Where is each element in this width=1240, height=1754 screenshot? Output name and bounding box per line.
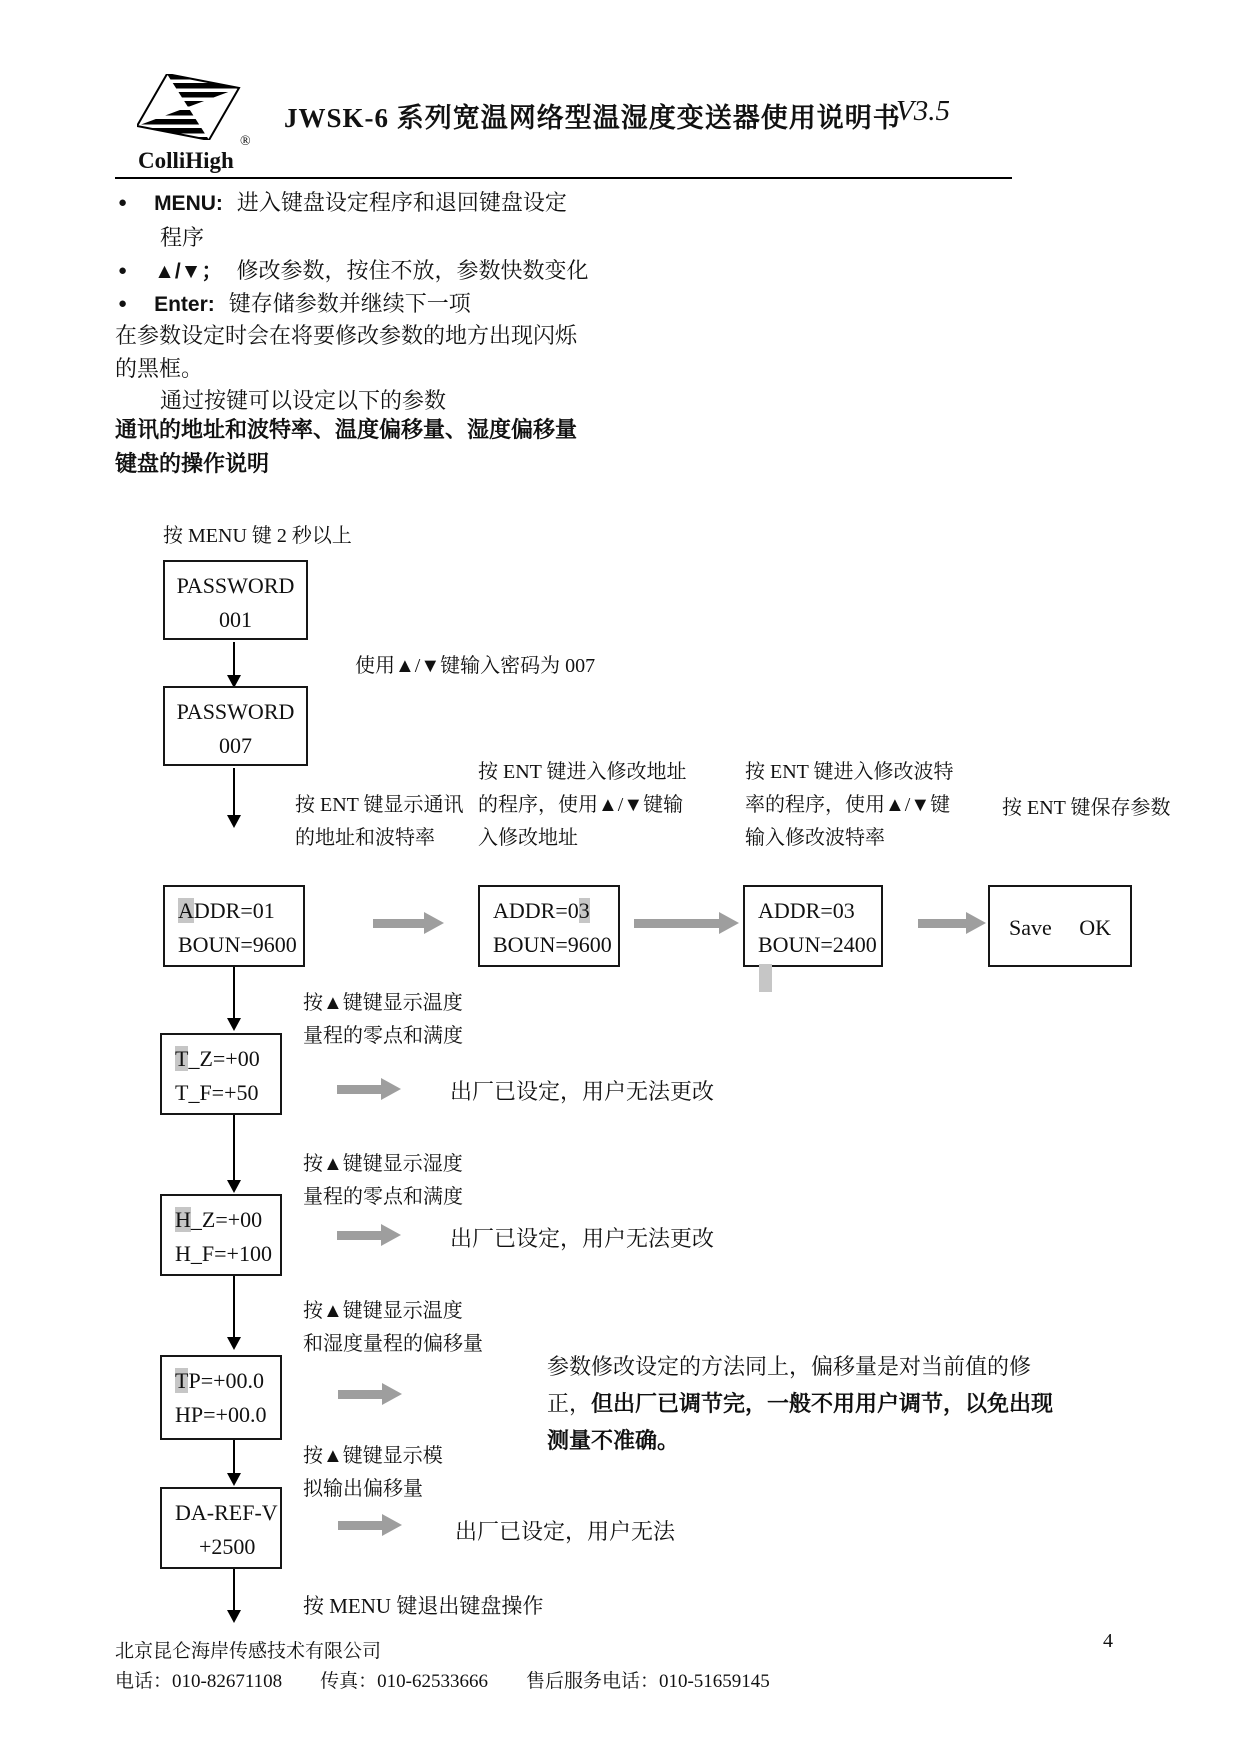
right-arrow — [337, 1085, 382, 1094]
annotation-line: 按 ENT 键进入修改地址 — [478, 761, 687, 783]
flow-box-da-ref-v — [160, 1487, 282, 1569]
blink-highlight: A — [178, 898, 194, 923]
offset-note-line: 参数修改设定的方法同上，偏移量是对当前值的修 — [547, 1354, 1032, 1379]
box-line: H_Z=+00 — [175, 1207, 263, 1232]
down-arrow — [233, 768, 235, 826]
box-line: TP=+00.0 — [175, 1368, 265, 1393]
bullet-arrows-text: 修改参数，按住不放，参数快数变化 — [236, 258, 589, 283]
box-line: DA-REF-V — [175, 1500, 278, 1525]
bullet-dot: ● — [118, 195, 128, 211]
annotation-line: 入修改地址 — [478, 827, 578, 849]
exit-label: 按 MENU 键退出键盘操作 — [303, 1594, 544, 1618]
flow-box-baud-2400 — [743, 885, 883, 967]
right-arrow — [918, 919, 967, 928]
annotation-line: 量程的零点和满度 — [303, 1186, 463, 1208]
annotation-line: 和湿度量程的偏移量 — [303, 1333, 483, 1355]
box-line: HP=+00.0 — [175, 1402, 267, 1427]
flow-box-humi-range — [160, 1194, 282, 1276]
annotation-line: 拟输出偏移量 — [303, 1478, 423, 1500]
offset-note-line: 正，但出厂已调节完，一般不用用户调节，以免出现 — [547, 1391, 1054, 1416]
body-text: 在参数设定时会在将要修改参数的地方出现闪烁 — [115, 323, 578, 348]
right-arrow — [634, 919, 720, 928]
bullet-enter-key: Enter: — [154, 293, 215, 316]
registered-mark: ® — [240, 134, 251, 149]
doc-version: V3.5 — [896, 95, 950, 127]
annotation-up-temp-range — [303, 987, 463, 1053]
box-line: ADDR=01 — [178, 898, 275, 923]
bullet-menu-text: 进入键盘设定程序和退回键盘设定 — [236, 190, 567, 215]
annotation-line: 按▲键键显示温度 — [303, 1300, 463, 1322]
annotation-up-humi-range — [303, 1148, 463, 1214]
flow-box-password-001 — [163, 560, 308, 640]
down-arrow — [233, 967, 235, 1029]
factory-set-note: 出厂已设定，用户无法更改 — [450, 1079, 715, 1104]
box-line: PASSWORD — [176, 573, 295, 598]
box-line: T_Z=+00 — [175, 1046, 260, 1071]
annotation-ent-edit-baud — [745, 756, 954, 855]
annotation-line: 按▲键键显示湿度 — [303, 1153, 463, 1175]
factory-set-note: 出厂已设定，用户无法更改 — [450, 1226, 715, 1251]
bullet-dot: ● — [118, 296, 128, 312]
annotation-ent-show-comm — [295, 789, 464, 855]
down-arrow — [233, 1115, 235, 1191]
heading-settable-params: 通讯的地址和波特率、温度偏移量、湿度偏移量 — [115, 417, 578, 442]
right-arrow — [338, 1390, 383, 1399]
footer-contacts: 电话：010-82671108 传真：010-62533666 售后服务电话：010-51659145 — [115, 1671, 770, 1692]
box-line: 001 — [219, 607, 252, 632]
box-line: BOUN=2400 — [758, 928, 881, 996]
right-arrow — [337, 1231, 382, 1240]
box-line: BOUN=9600 — [178, 932, 297, 957]
annotation-ent-save: 按 ENT 键保存参数 — [1002, 797, 1171, 819]
right-arrow — [338, 1521, 383, 1530]
bullet-menu — [118, 186, 567, 220]
box-line: ADDR=03 — [493, 898, 590, 923]
annotation-line: 输入修改波特率 — [745, 827, 885, 849]
annotation-line: 的程序，使用▲/▼键输 — [478, 794, 684, 816]
bullet-enter — [118, 287, 471, 321]
flow-box-temp-range — [160, 1033, 282, 1115]
box-line: PASSWORD — [176, 699, 295, 724]
flow-box-password-007 — [163, 686, 308, 766]
header-divider — [115, 177, 1012, 179]
box-line: 007 — [219, 733, 252, 758]
collihigh-logo-mark — [137, 74, 241, 140]
offset-note-line: 测量不准确。 — [547, 1428, 680, 1453]
box-line: Save OK — [1008, 915, 1112, 940]
box-line: T_F=+50 — [175, 1080, 259, 1105]
flow-box-addr-03 — [478, 885, 620, 967]
flow-box-save-ok — [988, 885, 1132, 967]
blink-highlight: T — [175, 1368, 189, 1393]
box-line: H_F=+100 — [175, 1241, 272, 1266]
down-arrow — [233, 1569, 235, 1621]
annotation-line: 按▲键键显示温度 — [303, 992, 463, 1014]
bullet-menu-key: MENU: — [154, 192, 223, 215]
factory-set-note: 出厂已设定，用户无法 — [455, 1519, 676, 1544]
bullet-menu-cont: 程序 — [160, 225, 205, 250]
logo-text: ColliHigh — [138, 148, 234, 173]
body-text: 的黑框。 — [115, 356, 204, 381]
down-arrow — [233, 1440, 235, 1484]
blink-highlight: H — [175, 1207, 191, 1232]
box-line: +2500 — [199, 1534, 256, 1559]
heading-keyboard-ops: 键盘的操作说明 — [115, 451, 270, 476]
annotation-line: 量程的零点和满度 — [303, 1025, 463, 1047]
bullet-enter-text: 键存储参数并继续下一项 — [228, 291, 471, 316]
page-title: JWSK-6 系列宽温网络型温湿度变送器使用说明书 — [284, 103, 901, 133]
down-arrow — [233, 1276, 235, 1348]
annotation-ent-edit-addr — [478, 756, 687, 855]
annotation-line: 按 ENT 键显示通讯 — [295, 794, 464, 816]
body-text: 通过按键可以设定以下的参数 — [160, 388, 447, 413]
footer-company: 北京昆仑海岸传感技术有限公司 — [115, 1641, 382, 1662]
annotation-up-offset — [303, 1295, 483, 1361]
cursor-block — [759, 964, 772, 992]
blink-highlight: T — [175, 1046, 189, 1071]
offset-note — [547, 1348, 1053, 1459]
page-number: 4 — [1103, 1630, 1113, 1652]
bullet-arrows-key: ▲/▼； — [154, 260, 223, 283]
right-arrow — [373, 919, 425, 928]
flow-box-offsets — [160, 1355, 282, 1440]
bullet-arrows — [118, 254, 588, 288]
box-line: ADDR=03 — [758, 898, 855, 923]
flow-box-addr-01 — [163, 885, 305, 967]
annotation-line: 按▲键键显示模 — [303, 1445, 443, 1467]
flow-start-label: 按 MENU 键 2 秒以上 — [163, 525, 352, 547]
annotation-up-analog — [303, 1440, 443, 1506]
bullet-dot: ● — [118, 263, 128, 279]
box-line: BOUN=9600 — [493, 932, 612, 957]
down-arrow — [233, 642, 235, 686]
annotation-line: 的地址和波特率 — [295, 827, 435, 849]
password-hint: 使用▲/▼键输入密码为 007 — [355, 655, 596, 677]
annotation-line: 按 ENT 键进入修改波特 — [745, 761, 954, 783]
blink-highlight: 3 — [578, 898, 590, 923]
annotation-line: 率的程序，使用▲/▼键 — [745, 794, 951, 816]
